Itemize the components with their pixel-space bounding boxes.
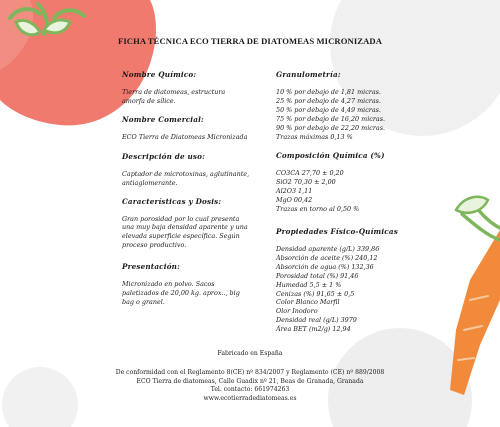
footer-line: ECO Tierra de diatomeas, Calle Guadix nº 21, Beas de Granada, Granada (136, 377, 364, 385)
heading-nombre-comercial: Nombre Comercial: (122, 114, 204, 124)
text-line: amorfa de sílice. (122, 96, 176, 105)
text-line: Captador de microtoxinas, aglutinante, (122, 169, 250, 178)
text-line: antiaglomerante. (122, 178, 178, 187)
text-line: Absorción de agua (%) 132,36 (276, 262, 374, 271)
text-line: Al2O3 1,11 (276, 187, 313, 196)
footer-line: De conformidad con el Reglamento 8(CE) nº 834/2007 y Reglamento (CE) nº 889/2008 (115, 369, 385, 376)
heading-propiedades: Propiedades Físico-Químicas (276, 226, 398, 236)
text-line: una muy baja densidad aparente y una (122, 223, 248, 232)
heading-composicion: Composición Química (%) (276, 151, 385, 161)
text-line: Trazas máximas 0,13 % (276, 132, 353, 141)
heading-presentacion: Presentación: (122, 262, 180, 272)
text-line: Humedad 5,5 ± 1 % (276, 280, 342, 289)
text-line: Micronizado en polvo. Sacos (122, 280, 215, 289)
text-line: Densidad real (g/L) 3979 (276, 316, 357, 325)
text-line: MgO 00,42 (276, 196, 313, 205)
text-line: 75 % por debajo de 16,20 micras. (276, 114, 386, 123)
heading-nombre-quimico: Nombre Químico: (122, 70, 197, 79)
text-line: Porosidad total (%) 91,46 (276, 271, 359, 280)
right-column (276, 70, 446, 334)
text-line: paletizados de 20,00 kg. aprox.., big (122, 289, 240, 298)
text-line: Trazas en torno al 0,50 % (276, 205, 360, 214)
text-line: Gran porosidad por lo cual presenta (122, 214, 240, 223)
leaf-right-small (456, 197, 488, 213)
footer-fabricado: Fabricado en España (217, 350, 283, 357)
text-line: 25 % por debajo de 4,27 micras. (276, 96, 381, 105)
footer-link[interactable]: www.ecotierradediatomeas.es (203, 394, 297, 402)
text-line: ECO Tierra de Diatomeas Micronizada (122, 132, 248, 141)
footer-block (0, 369, 500, 403)
left-column (122, 70, 280, 307)
document-title: FICHA TÉCNICA ECO TIERRA DE DIATOMEAS MICRONIZADA (117, 36, 383, 46)
heading-descripcion: Descripción de uso: (122, 151, 206, 161)
heading-caracteristicas: Características y Dosis: (122, 196, 222, 206)
text-line: Cenizas (%) 91,65 ± 0,5 (276, 289, 355, 298)
text-line: bag o granel. (122, 297, 165, 306)
text-line: 90 % por debajo de 22,20 micras. (276, 123, 386, 132)
text-line: Densidad aparente (g/L) 339,86 (276, 244, 380, 253)
text-line: SiO2 70,30 ± 2,00 (276, 178, 336, 187)
text-line: Olor Inodoro (276, 307, 318, 316)
text-line: 50 % por debajo de 4,49 micras. (276, 105, 381, 114)
text-line: Área BET (m2/g) 12,94 (276, 325, 351, 334)
text-line: Absorción de aceite (%) 240,12 (276, 253, 378, 262)
text-line: elevada superficie específica. Según (122, 232, 240, 241)
heading-granulometria: Granulometría: (276, 70, 341, 79)
text-line: proceso productivo. (122, 241, 187, 250)
text-line: Tierra de diatomeas, estructura (122, 88, 226, 96)
text-line: CO3CA 27,70 ± 0,20 (276, 169, 344, 178)
text-line: 10 % por debajo de 1,81 micras. (276, 88, 381, 96)
text-line: Color Blanco Marfil (276, 298, 340, 307)
footer-line: Tel. contacto: 661974263 (210, 386, 290, 394)
